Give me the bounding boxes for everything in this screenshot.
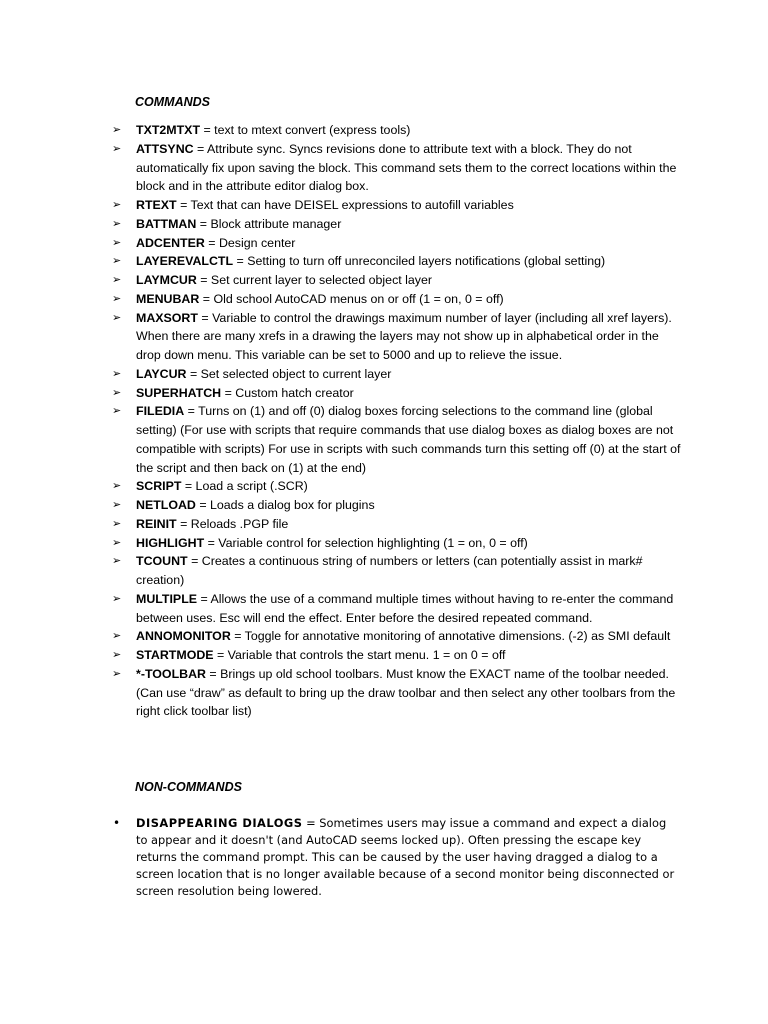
command-description: = Old school AutoCAD menus on or off (1 = on, 0 = off): [199, 291, 504, 306]
commands-heading: COMMANDS: [135, 95, 210, 109]
arrow-bullet-icon: ➢: [112, 498, 122, 511]
command-description: = Custom hatch creator: [221, 385, 354, 400]
command-list-item: [0, 309, 681, 365]
noncommands-heading: NON-COMMANDS: [135, 780, 242, 794]
command-name: FILEDIA: [136, 404, 185, 419]
arrow-bullet-icon: ➢: [112, 366, 122, 380]
command-name: REINIT: [136, 516, 177, 531]
command-list-item: [0, 196, 681, 215]
command-description: = Setting to turn off unreconciled layers notifications (global setting): [233, 254, 606, 269]
command-description: = text to mtext convert (express tools): [200, 123, 411, 137]
arrow-bullet-icon: ➢: [112, 591, 122, 605]
arrow-bullet-icon: ➢: [112, 291, 122, 305]
arrow-bullet-icon: ➢: [112, 141, 122, 155]
arrow-bullet-icon: ➢: [112, 479, 122, 493]
command-description: = Brings up old school toolbars. Must know the EXACT name of the toolbar needed. (Can use “draw” as default to bring up the draw toolbar and then select any other toolbars from the right click toolbar list): [136, 666, 676, 719]
command-description: = Block attribute manager: [196, 216, 342, 231]
command-description: = Creates a continuous string of numbers or letters (can potentially assist in mark# creation): [136, 554, 643, 587]
command-list-item: [0, 290, 681, 309]
command-list-item: [0, 384, 681, 403]
arrow-bullet-icon: ➢: [112, 535, 122, 549]
arrow-bullet-icon: ➢: [112, 385, 122, 399]
command-list-item: [0, 534, 681, 553]
arrow-bullet-icon: ➢: [112, 273, 122, 286]
command-name: HIGHLIGHT: [136, 535, 205, 550]
arrow-bullet-icon: ➢: [112, 198, 122, 211]
arrow-bullet-icon: ➢: [112, 235, 122, 249]
arrow-bullet-icon: ➢: [112, 404, 122, 418]
command-description: = Variable control for selection highlighting (1 = on, 0 = off): [204, 535, 528, 550]
noncommand-list-item: [0, 815, 681, 900]
command-name: MENUBAR: [136, 291, 200, 306]
command-description: = Load a script (.SCR): [181, 479, 308, 494]
command-list-item: [0, 515, 681, 534]
command-list-item: [0, 402, 681, 477]
command-description: = Reloads .PGP file: [176, 516, 289, 531]
command-name: ANNOMONITOR: [136, 629, 231, 644]
command-name: SUPERHATCH: [136, 385, 222, 400]
command-name: LAYEREVALCTL: [136, 254, 234, 269]
command-name: STARTMODE: [136, 648, 214, 662]
command-list-item: [0, 552, 681, 590]
command-name: LAYMCUR: [136, 273, 197, 287]
command-list-item: [0, 121, 681, 140]
arrow-bullet-icon: ➢: [112, 629, 122, 643]
command-name: ATTSYNC: [136, 141, 194, 156]
commands-list: [0, 121, 768, 721]
arrow-bullet-icon: ➢: [112, 216, 122, 230]
command-name: BATTMAN: [136, 216, 197, 231]
command-description: = Set selected object to current layer: [186, 366, 392, 381]
arrow-bullet-icon: ➢: [112, 648, 122, 661]
command-description: = Design center: [204, 235, 296, 250]
command-description: = Loads a dialog box for plugins: [195, 498, 375, 512]
command-list-item: [0, 627, 681, 646]
arrow-bullet-icon: ➢: [112, 554, 122, 568]
command-description: = Turns on (1) and off (0) dialog boxes forcing selections to the command line (global setting) (For use with scripts that require commands that use dialog boxes as dialog boxes are not compatible with scripts) For use in scripts with such commands turn this setting off (0) at the start of the script and then back on (1) at the end): [136, 404, 681, 475]
arrow-bullet-icon: ➢: [112, 123, 122, 136]
command-list-item: [0, 646, 681, 665]
command-description: = Attribute sync. Syncs revisions done to attribute text with a block. They do not automatically fix upon saving the block. This command sets them to the correct locations within the block and in the attribute editor dialog box.: [136, 141, 677, 194]
command-list-item: [0, 590, 681, 628]
command-list-item: [0, 496, 681, 515]
noncommands-list: [0, 815, 768, 900]
command-list-item: [0, 140, 681, 196]
arrow-bullet-icon: ➢: [112, 666, 122, 680]
command-list-item: [0, 271, 681, 290]
command-name: MAXSORT: [136, 310, 198, 325]
command-description: = Toggle for annotative monitoring of annotative dimensions. (-2) as SMI default: [230, 629, 671, 644]
command-name: TCOUNT: [136, 554, 188, 569]
dot-bullet-icon: •: [113, 816, 121, 830]
command-name: RTEXT: [136, 198, 177, 212]
command-description: = Text that can have DEISEL expressions to autofill variables: [176, 198, 514, 212]
command-list-item: [0, 234, 681, 253]
command-list-item: [0, 252, 681, 271]
command-list-item: [0, 365, 681, 384]
noncommand-description: = Sometimes users may issue a command and expect a dialog to appear and it doesn't (and AutoCAD seems locked up). Often pressing the escape key returns the command prompt. This can be caused by the user having dragged a dialog to a screen location that is no longer available because of a second monitor being disconnected or screen resolution being lowered.: [136, 816, 675, 898]
command-name: ADCENTER: [136, 235, 205, 250]
command-name: *-TOOLBAR: [136, 666, 206, 681]
command-list-item: [0, 215, 681, 234]
command-description: = Allows the use of a command multiple times without having to re-enter the command between uses. Esc will end the effect. Enter before the desired repeated command.: [136, 591, 674, 625]
command-list-item: [0, 477, 681, 496]
command-name: LAYCUR: [136, 366, 187, 381]
command-description: = Set current layer to selected object layer: [196, 273, 433, 287]
command-name: MULTIPLE: [136, 591, 198, 606]
command-list-item: [0, 665, 681, 721]
arrow-bullet-icon: ➢: [112, 516, 122, 530]
command-name: NETLOAD: [136, 498, 196, 512]
command-name: SCRIPT: [136, 479, 182, 494]
noncommand-name: DISAPPEARING DIALOGS: [136, 816, 303, 830]
arrow-bullet-icon: ➢: [112, 254, 122, 268]
arrow-bullet-icon: ➢: [112, 310, 122, 324]
command-name: TXT2MTXT: [136, 123, 201, 137]
command-description: = Variable to control the drawings maximum number of layer (including all xref layers). When there are many xrefs in a drawing the layers may not show up in alphabetical order in the drop down menu. This variable can be set to 5000 and up to relieve the issue.: [136, 310, 672, 362]
command-description: = Variable that controls the start menu. 1 = on 0 = off: [213, 648, 506, 662]
